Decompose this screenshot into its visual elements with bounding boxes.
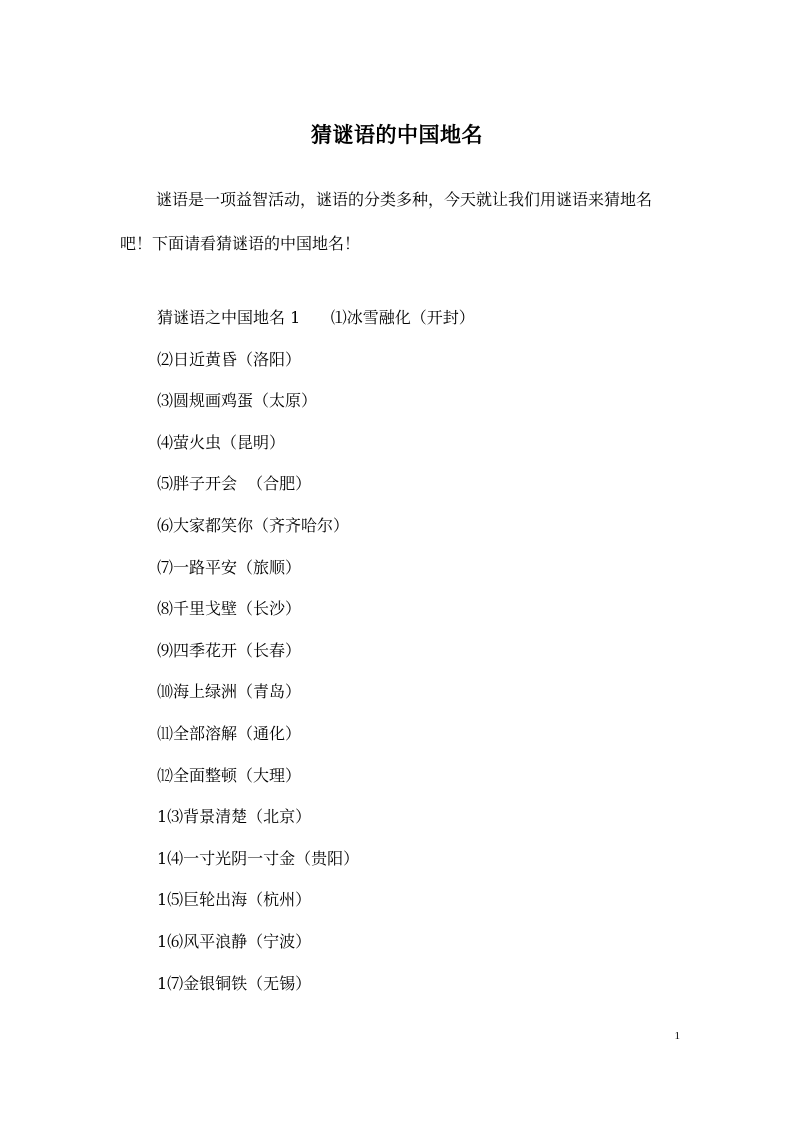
list-item: 1⑷一寸光阴一寸金（贵阳）: [157, 848, 360, 868]
list-item: 1⑸巨轮出海（杭州）: [157, 890, 312, 910]
list-item: ⑵日近黄昏（洛阳）: [157, 349, 302, 369]
riddle-list: [157, 300, 677, 1007]
list-item: ⑼四季花开（长春）: [157, 640, 302, 660]
list-item: 1⑹风平浪静（宁波）: [157, 931, 312, 951]
page-number: 1: [674, 1030, 680, 1042]
intro-paragraph: 谜语是一项益智活动，谜语的分类多种，今天就让我们用谜语来猜地名吧！下面请看猜谜语的中国地名！: [120, 190, 653, 253]
list-item: ⑺一路平安（旅顺）: [157, 557, 302, 577]
document-title: 猜谜语的中国地名: [311, 122, 483, 147]
list-item: 1⑶背景清楚（北京）: [157, 807, 312, 827]
list-item: 猜谜语之中国地名 1 ⑴冰雪融化（开封）: [157, 308, 475, 327]
list-item: ⑷萤火虫（昆明）: [157, 432, 286, 452]
list-item: ⑾全部溶解（通化）: [157, 723, 302, 743]
list-item: ⑶圆规画鸡蛋（太原）: [157, 391, 318, 411]
list-item: ⑹大家都笑你（齐齐哈尔）: [157, 515, 350, 535]
list-item: ⑸胖子开会 （合肥）: [157, 474, 312, 494]
list-item: ⑻千里戈壁（长沙）: [157, 599, 302, 619]
list-item: 1⑺金银铜铁（无锡）: [157, 973, 312, 993]
list-item: ⑽海上绿洲（青岛）: [157, 682, 302, 702]
list-item: ⑿全面整顿（大理）: [157, 765, 302, 785]
